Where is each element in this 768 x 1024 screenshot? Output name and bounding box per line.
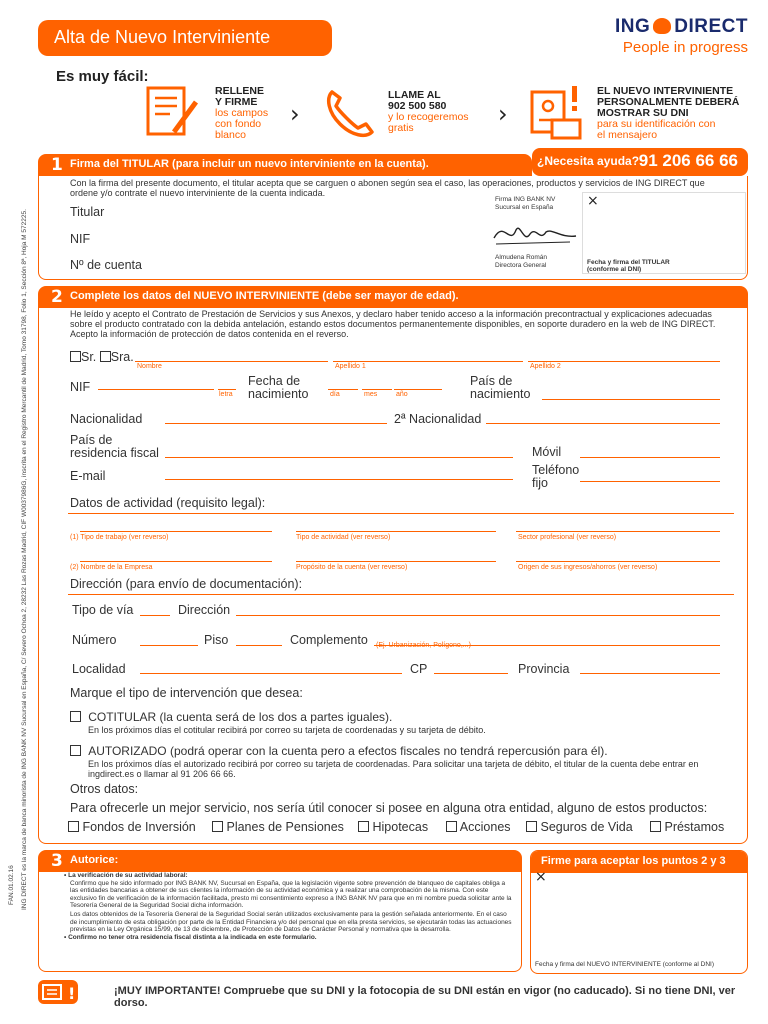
intro-heading: Es muy fácil:: [56, 68, 149, 85]
cotitular-option[interactable]: [70, 710, 720, 735]
cotitular-checkbox[interactable]: [70, 711, 81, 722]
new-intervener-sign-hint: Fecha y firma del NUEVO INTERVINIENTE (conforme al DNI): [535, 961, 715, 968]
help-badge: ¿Necesita ayuda? 91 206 66 66: [532, 148, 748, 176]
section-2-intro: He leído y acepto el Contrato de Prestación de Servicios y sus Anexos, y declaro haber tenido acceso a la información precontractual y explicaciones adecuadas sobre el producto contratado con la debida antelación, estando estos documentos permanentemente disponibles, en soporte duradero en la web de ING DIRECT. Acepto la información de protección de datos contenida en el reverso.: [70, 309, 716, 339]
label-actividad: Datos de actividad (requisito legal):: [70, 496, 266, 510]
label-nacionalidad2: 2ª Nacionalidad: [394, 412, 482, 426]
bank-director: Almudena Román Directora General: [495, 254, 548, 269]
step-3: EL NUEVO INTERVINIENTE PERSONALMENTE DEBERÁ MOSTRAR SU DNI para su identificación con el mensajero: [597, 85, 740, 141]
apellido1-input[interactable]: [333, 346, 523, 362]
hint-mes: mes: [364, 391, 378, 398]
label-complemento: Complemento: [290, 633, 368, 647]
cp-input[interactable]: [434, 658, 508, 674]
label-piso: Piso: [204, 633, 229, 647]
cuenta-field[interactable]: [160, 254, 480, 274]
label-tipo-intervencion: Marque el tipo de intervención que desea:: [70, 686, 303, 700]
bank-signature-icon: [490, 216, 580, 252]
autorizado-sub: En los próximos días el autorizado recibirá por correo su tarjeta de coordenadas. Para solicitar una tarjeta de débito, el titular de la cuenta debe entrar en ingdirect.es o llamar al 91 206 66 66.: [88, 759, 699, 779]
label-fecha-nac: Fecha de nacimiento: [248, 374, 309, 401]
label-nif: NIF: [70, 232, 91, 246]
tipo-via-input[interactable]: [140, 600, 170, 616]
x-mark: ×: [587, 193, 599, 209]
direccion-underline: [68, 579, 734, 595]
chevron-right-icon: ›: [290, 100, 300, 128]
signature-box-header: Firme para aceptar los puntos 2 y 3: [531, 851, 747, 873]
label-ofrecer: Para ofrecerle un mejor servicio, nos sería útil conocer si posee en alguna otra entidad, alguno de estos productos:: [70, 801, 708, 815]
hint-anio: año: [396, 391, 408, 398]
label-cp: CP: [410, 662, 428, 676]
product-prestamos[interactable]: Préstamos: [650, 820, 724, 834]
dia-input[interactable]: [328, 374, 358, 390]
piso-input[interactable]: [236, 630, 282, 646]
sr-label: Sr.: [81, 350, 97, 364]
titular-sign-hint: Fecha y firma del TITULAR (conforme al DNI): [587, 259, 670, 273]
proposito-input[interactable]: [296, 548, 496, 562]
label-localidad: Localidad: [72, 662, 126, 676]
hint-nombre: Nombre: [137, 363, 162, 370]
email-input[interactable]: [165, 464, 513, 480]
document-pen-icon: [144, 84, 202, 142]
anio-input[interactable]: [394, 374, 442, 390]
sra-checkbox[interactable]: [100, 351, 111, 362]
section-1-intro: Con la firma del presente documento, el titular acepta que se carguen o abonen según sea el caso, las operaciones, productos y servicios de ING DIRECT que ordene y/o contrate el nuevo interviniente de la cuenta indicada.: [70, 178, 705, 198]
product-seguros[interactable]: Seguros de Vida: [526, 820, 633, 834]
new-intervener-signature-box[interactable]: [530, 850, 748, 974]
products-row: [64, 816, 734, 838]
brand-left: ING: [614, 16, 651, 37]
important-notice: ¡MUY IMPORTANTE! Compruebe que su DNI y la fotocopia de su DNI están en vigor (no caducado). Si no tiene DNI, ver dorso.: [114, 985, 736, 1009]
direccion-input[interactable]: [236, 600, 720, 616]
sr-checkbox[interactable]: [70, 351, 81, 362]
alert-badge: [38, 980, 78, 1004]
apellido2-input[interactable]: [528, 346, 720, 362]
autorizado-option[interactable]: [70, 744, 720, 779]
section-2-header: 2 Complete los datos del NUEVO INTERVINIENTE (debe ser mayor de edad).: [38, 286, 748, 308]
sector-input[interactable]: [516, 518, 720, 532]
form-code: FAN.01.02.16: [8, 865, 15, 905]
label-cuenta: Nº de cuenta: [70, 258, 142, 272]
id-card-alert-icon: [38, 980, 78, 1004]
product-fondos[interactable]: Fondos de Inversión: [68, 820, 196, 834]
movil-input[interactable]: [580, 442, 720, 458]
section-3-header: 3 Autorice:: [38, 850, 522, 872]
hint-dia: día: [330, 391, 340, 398]
id-card-icon: [528, 84, 586, 142]
step-1: RELLENE Y FIRME los campos con fondo blanco: [215, 85, 269, 141]
hint-mark1: (1) Tipo de trabajo (ver reverso): [70, 534, 169, 541]
x-mark: ×: [535, 869, 547, 885]
pais-nac-input[interactable]: [542, 384, 720, 400]
sra-label: Sra.: [110, 350, 134, 364]
lion-icon: [653, 18, 671, 34]
pais-res-input[interactable]: [165, 442, 513, 458]
tipo-trabajo-input[interactable]: [80, 518, 272, 532]
ing-direct-logo: [615, 16, 748, 56]
nombre-input[interactable]: [135, 346, 328, 362]
autorizado-checkbox[interactable]: [70, 745, 81, 756]
titular-signature-box[interactable]: [582, 192, 746, 274]
autorizado-label: AUTORIZADO (podrá operar con la cuenta pero a efectos fiscales no tendrá repercusión para él).: [88, 744, 608, 758]
label-nif-nuevo: NIF: [70, 380, 91, 394]
telefono-input[interactable]: [580, 466, 720, 482]
label-tipo-via: Tipo de vía: [72, 603, 134, 617]
label-titular: Titular: [70, 205, 105, 219]
cotitular-sub: En los próximos días el cotitular recibirá por correo su tarjeta de coordenadas y su tarjeta de débito.: [88, 725, 486, 735]
hint-sector: Sector profesional (ver reverso): [518, 534, 617, 541]
brand-right: DIRECT: [674, 16, 748, 37]
hint-mark2: (2) Nombre de la Empresa: [70, 564, 153, 571]
title-checkboxes: [70, 350, 134, 364]
label-nacionalidad: Nacionalidad: [70, 412, 143, 426]
hint-apellido2: Apellido 2: [530, 363, 561, 370]
chevron-right-icon: ›: [498, 100, 508, 128]
label-telefono: Teléfono fijo: [532, 463, 580, 490]
legal-side-text: ING DIRECT es la marca de banca minorista de ING BANK NV Sucursal en España, C/ Severo Ochoa 2, 28232 Las Rozas Madrid, CIF W0037986G, inscrita en el Registro Mercantil de Madrid, Tomo 31798, Folio 1, Sección 8ª, Hoja M 572225.: [21, 209, 28, 910]
hint-apellido1: Apellido 1: [335, 363, 366, 370]
hint-letra: letra: [219, 391, 233, 398]
label-movil: Móvil: [532, 445, 562, 459]
label-numero: Número: [72, 633, 117, 647]
section-1-header: 1 Firma del TITULAR (para incluir un nuevo interviniente en la cuenta).: [38, 154, 532, 176]
label-direccion: Dirección: [178, 603, 231, 617]
nacionalidad2-input[interactable]: [486, 408, 720, 424]
label-direccion-head: Dirección (para envío de documentación):: [70, 577, 303, 591]
hint-complemento: (Ej. Urbanización, Polígono,...): [376, 642, 471, 649]
cotitular-label: COTITULAR (la cuenta será de los dos a partes iguales).: [88, 710, 393, 724]
nif-input[interactable]: [98, 374, 214, 390]
product-acciones[interactable]: Acciones: [446, 820, 511, 834]
label-provincia: Provincia: [518, 662, 570, 676]
tipo-actividad-input[interactable]: [296, 518, 496, 532]
hint-origen: Origen de sus ingresos/ahorros (ver reverso): [518, 564, 658, 571]
label-email: E-mail: [70, 469, 106, 483]
empresa-input[interactable]: [80, 548, 272, 562]
actividad-underline: [68, 498, 734, 514]
titular-field[interactable]: [140, 200, 480, 220]
label-pais-nac: País de nacimiento: [470, 374, 531, 401]
label-pais-res: País de residencia fiscal: [70, 433, 159, 460]
mes-input[interactable]: [362, 374, 392, 390]
nif-letra-input[interactable]: [218, 374, 236, 390]
hint-proposito: Propósito de la cuenta (ver reverso): [296, 564, 408, 571]
step-2: LLAME AL 902 500 580 y lo recogeremos gratis: [388, 89, 469, 134]
origen-input[interactable]: [516, 548, 720, 562]
product-hipotecas[interactable]: Hipotecas: [358, 820, 428, 834]
provincia-input[interactable]: [580, 658, 720, 674]
nif-field[interactable]: [140, 228, 480, 248]
product-planes[interactable]: Planes de Pensiones: [212, 820, 344, 834]
svg-text:!: !: [68, 984, 76, 1003]
localidad-input[interactable]: [140, 658, 402, 674]
phone-icon: [322, 86, 378, 142]
bank-signature-label: Firma ING BANK NV Sucursal en España: [495, 196, 556, 211]
label-otros: Otros datos:: [70, 782, 139, 796]
nacionalidad-input[interactable]: [165, 408, 387, 424]
section-3-text: • La verificación de su actividad laboral: Confirmo que he sido informado por ING BANK NV, Sucursal en España, que la legislación vigente sobre prevención de blanqueo de capitales obliga a las entidades bancarias a obtener de sus clientes la información de su actividad económica y a realizar una comprobación de la misma. Con este exclusivo fin de verificación de la información facilitada, presto mi consentimiento expreso a ING BANK NV para que en mi nombre pueda solicitar ante la Tesorería General de la Seguridad Social dicha información. Los datos obtenidos de la Tesorería General de la Seguridad Social serán utilizados exclusivamente para la gestión señalada anteriormente. En el caso de incumplimiento de esta obligación por parte de la Entidad Financiera y/o del personal que en ella presta servicios, se ejecutarán todas las actuaciones previstas en la Ley Orgánica 15/99, de 13 de diciembre, de Protección de Datos de Carácter Personal y normativa que la desarrolla. • Confirmo no tener otra residencia fiscal distinta a la indicada en este formulario.: [64, 872, 512, 941]
numero-input[interactable]: [140, 630, 198, 646]
page-title: Alta de Nuevo Interviniente: [38, 20, 332, 56]
tagline: People in progress: [622, 39, 748, 56]
hint-tipo-actividad: Tipo de actividad (ver reverso): [296, 534, 391, 541]
